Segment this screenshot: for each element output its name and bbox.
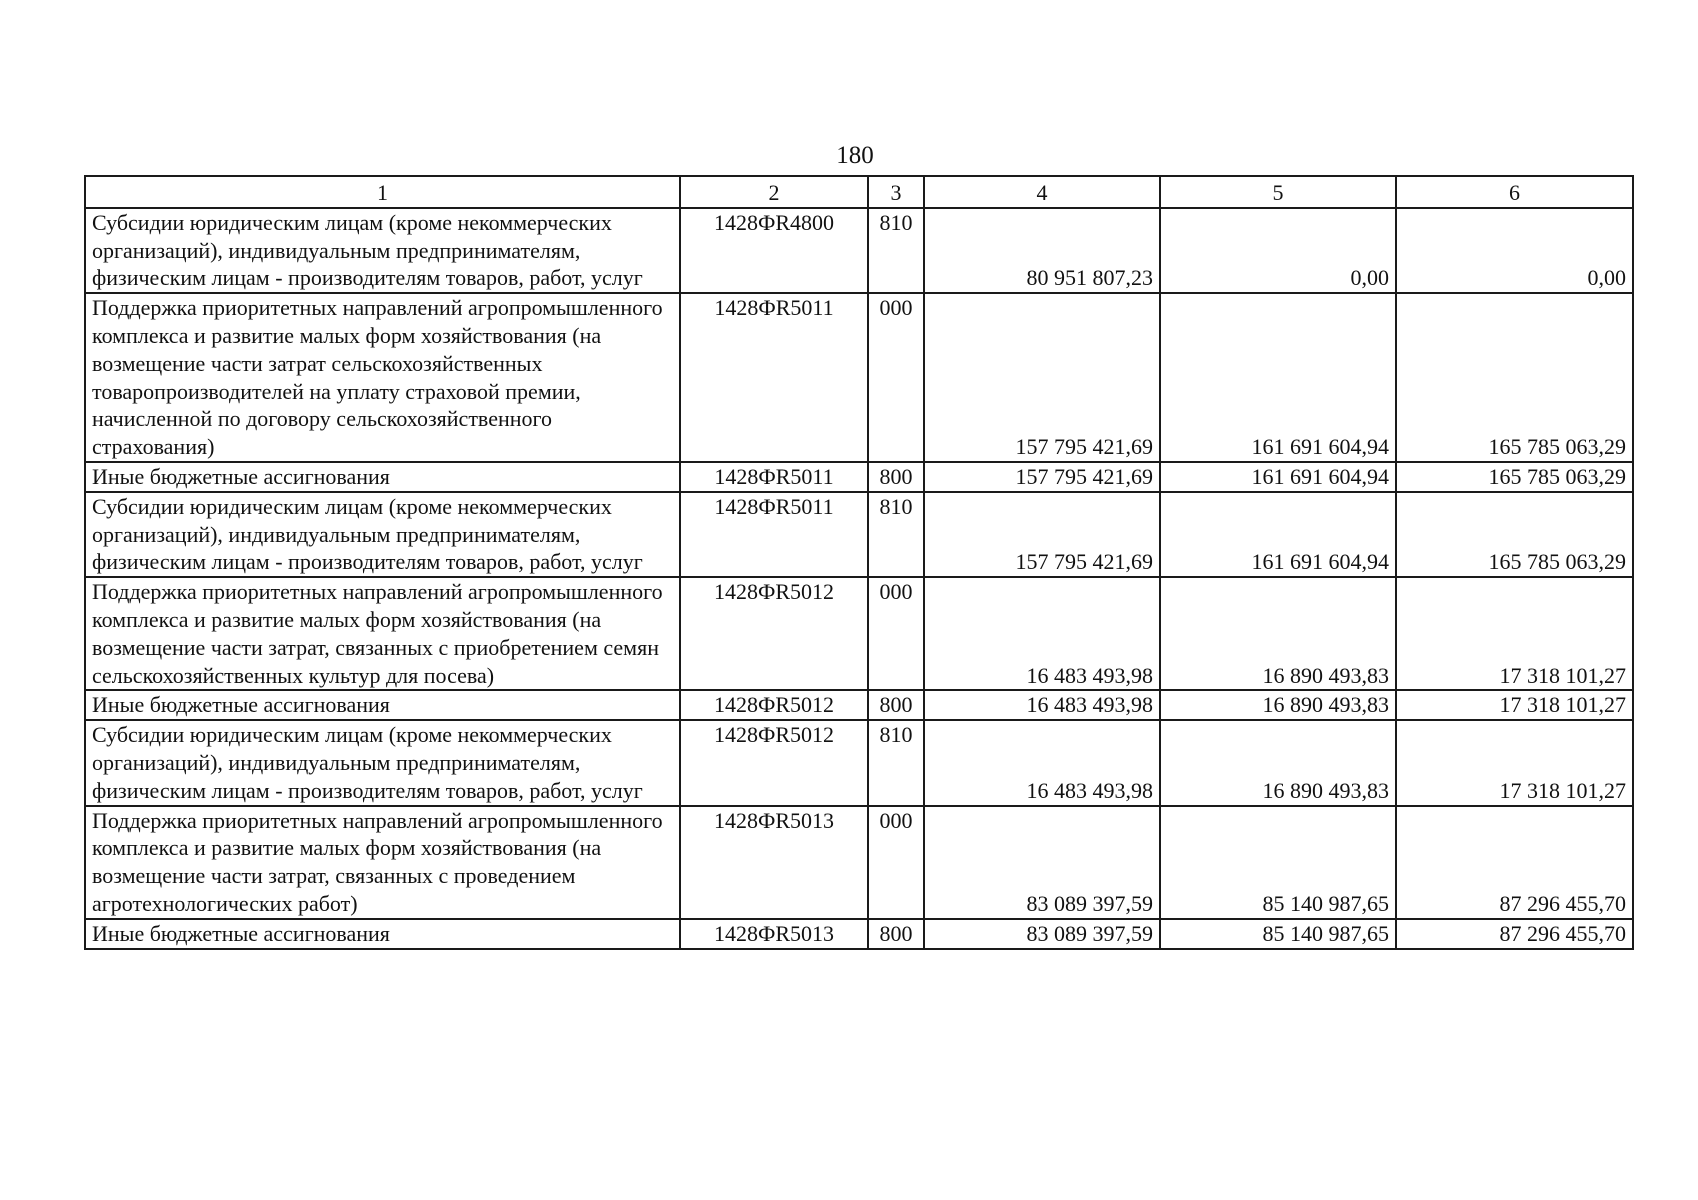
row-amount-col-6: 165 785 063,29 [1396,492,1633,577]
row-target-code: 1428ФR5011 [680,462,868,492]
row-amount-col-4: 157 795 421,69 [924,293,1160,462]
table-row [85,293,1633,462]
row-amount-col-4: 83 089 397,59 [924,919,1160,949]
row-expense-type: 800 [868,462,924,492]
row-name: Субсидии юридическим лицам (кроме некоммерческих организаций), индивидуальным предпринимателям, физическим лицам - производителям товаров, работ, услуг [85,492,680,577]
row-amount-col-4: 16 483 493,98 [924,720,1160,805]
header-col-5: 5 [1160,176,1396,208]
row-amount-col-6: 0,00 [1396,208,1633,293]
row-expense-type: 810 [868,720,924,805]
page-number: 180 [836,142,874,169]
row-target-code: 1428ФR5011 [680,293,868,462]
header-col-2: 2 [680,176,868,208]
row-target-code: 1428ФR5013 [680,806,868,919]
row-amount-col-6: 17 318 101,27 [1396,720,1633,805]
row-expense-type: 000 [868,806,924,919]
row-amount-col-6: 87 296 455,70 [1396,919,1633,949]
row-amount-col-5: 161 691 604,94 [1160,492,1396,577]
row-amount-col-5: 161 691 604,94 [1160,293,1396,462]
row-amount-col-5: 161 691 604,94 [1160,462,1396,492]
row-amount-col-5: 85 140 987,65 [1160,919,1396,949]
row-expense-type: 810 [868,208,924,293]
row-expense-type: 000 [868,577,924,690]
table-row [85,720,1633,805]
row-name: Субсидии юридическим лицам (кроме некоммерческих организаций), индивидуальным предпринимателям, физическим лицам - производителям товаров, работ, услуг [85,720,680,805]
row-amount-col-5: 0,00 [1160,208,1396,293]
table-row [85,492,1633,577]
table-row [85,462,1633,492]
table-row [85,919,1633,949]
row-amount-col-6: 87 296 455,70 [1396,806,1633,919]
budget-table [84,175,1634,950]
row-target-code: 1428ФR4800 [680,208,868,293]
row-amount-col-4: 157 795 421,69 [924,462,1160,492]
row-expense-type: 810 [868,492,924,577]
table-row [85,806,1633,919]
row-name: Поддержка приоритетных направлений агропромышленного комплекса и развитие малых форм хозяйствования (на возмещение части затрат, связанных с приобретением семян сельскохозяйственных культур для посева) [85,577,680,690]
row-target-code: 1428ФR5012 [680,690,868,720]
row-name: Иные бюджетные ассигнования [85,462,680,492]
row-amount-col-4: 16 483 493,98 [924,577,1160,690]
header-col-1: 1 [85,176,680,208]
row-amount-col-5: 16 890 493,83 [1160,690,1396,720]
row-amount-col-5: 85 140 987,65 [1160,806,1396,919]
row-amount-col-5: 16 890 493,83 [1160,577,1396,690]
header-row [85,176,1633,208]
row-target-code: 1428ФR5012 [680,577,868,690]
row-amount-col-5: 16 890 493,83 [1160,720,1396,805]
row-name: Иные бюджетные ассигнования [85,919,680,949]
table-row [85,208,1633,293]
row-amount-col-6: 165 785 063,29 [1396,293,1633,462]
header-col-6: 6 [1396,176,1633,208]
table-row [85,690,1633,720]
row-amount-col-4: 80 951 807,23 [924,208,1160,293]
row-amount-col-6: 17 318 101,27 [1396,690,1633,720]
row-amount-col-6: 17 318 101,27 [1396,577,1633,690]
row-name: Поддержка приоритетных направлений агропромышленного комплекса и развитие малых форм хозяйствования (на возмещение части затрат, связанных с проведением агротехнологических работ) [85,806,680,919]
row-expense-type: 800 [868,919,924,949]
row-name: Иные бюджетные ассигнования [85,690,680,720]
row-amount-col-6: 165 785 063,29 [1396,462,1633,492]
row-amount-col-4: 83 089 397,59 [924,806,1160,919]
row-amount-col-4: 16 483 493,98 [924,690,1160,720]
header-col-3: 3 [868,176,924,208]
header-col-4: 4 [924,176,1160,208]
row-target-code: 1428ФR5011 [680,492,868,577]
row-name: Субсидии юридическим лицам (кроме некоммерческих организаций), индивидуальным предпринимателям, физическим лицам - производителям товаров, работ, услуг [85,208,680,293]
row-name: Поддержка приоритетных направлений агропромышленного комплекса и развитие малых форм хозяйствования (на возмещение части затрат сельскохозяйственных товаропроизводителей на уплату страховой премии, начисленной по договору сельскохозяйственного страхования) [85,293,680,462]
row-target-code: 1428ФR5013 [680,919,868,949]
row-amount-col-4: 157 795 421,69 [924,492,1160,577]
row-target-code: 1428ФR5012 [680,720,868,805]
table-row [85,577,1633,690]
row-expense-type: 000 [868,293,924,462]
row-expense-type: 800 [868,690,924,720]
